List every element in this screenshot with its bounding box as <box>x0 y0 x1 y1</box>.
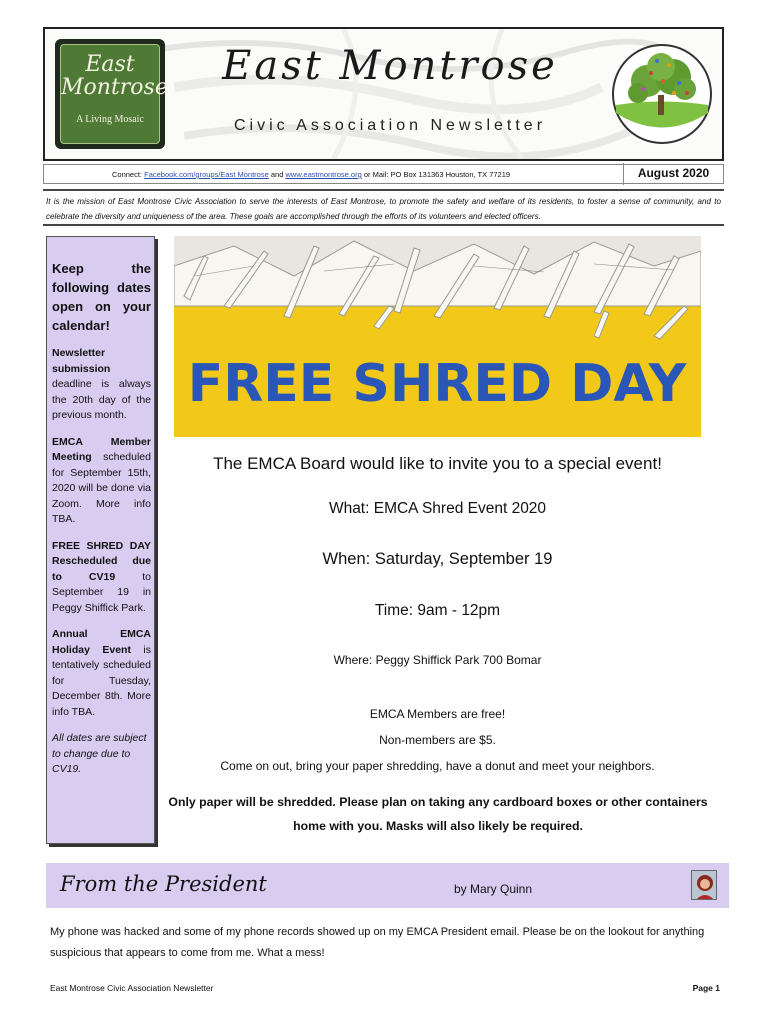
sidebar-item-title: Newsletter submission <box>52 347 111 375</box>
logo-text-east: East <box>85 52 135 77</box>
event-note: Only paper will be shredded. Please plan on taking any cardboard boxes or other containers home with you. Masks will also likely be required. <box>168 795 708 833</box>
sidebar-item-title: EMCA Member Meeting <box>52 435 151 463</box>
event-where: Where: Peggy Shiffick Park 700 Bomar <box>333 653 542 667</box>
masthead <box>43 27 724 161</box>
event-time: Time: 9am - 12pm <box>374 602 501 619</box>
event-nonmembers-price: Non-members are $5. <box>379 733 496 747</box>
sidebar-heading: Keep the following dates open on your calendar! <box>52 261 151 333</box>
mailing-address: or Mail: PO Box 131363 Houston, TX 77219 <box>363 170 511 179</box>
event-when: When: Saturday, September 19 <box>322 550 553 568</box>
sidebar-item-shred-day <box>52 539 151 617</box>
facebook-link[interactable]: Facebook.com/groups/East Montrose <box>144 170 269 179</box>
president-byline: by Mary Quinn <box>454 882 533 896</box>
logo-tagline: A Living Mosaic <box>76 114 144 125</box>
event-invite: The EMCA Board would like to invite you to a special event! <box>213 454 662 473</box>
tree-emblem-icon <box>611 43 713 145</box>
website-link[interactable]: www.eastmontrose.org <box>285 170 362 179</box>
mission-statement: It is the mission of East Montrose Civic Association to serve the interests of East Montrose, to promote the safety and welfare of its residents, to foster a sense of community, and to celebrate the diversity and uniqueness of the area. These goals are accomplished through the efforts of its volunteers and elected officers. <box>43 189 724 226</box>
logo-text-montrose: Montrose <box>61 75 168 100</box>
president-photo <box>691 870 717 900</box>
event-members-price: EMCA Members are free! <box>369 707 506 721</box>
connect-text <box>112 170 510 179</box>
event-what: What: EMCA Shred Event 2020 <box>328 500 547 517</box>
president-section-header <box>46 863 729 908</box>
sidebar-item-text: is tentatively scheduled for Tuesday, December 8th. More info TBA. <box>52 643 151 718</box>
sidebar-item-holiday-event <box>52 627 151 720</box>
sidebar-item-member-meeting <box>52 435 151 528</box>
calendar-sidebar <box>46 236 155 844</box>
sidebar-item-title: FREE SHRED DAY Rescheduled due to CV19 <box>52 539 151 583</box>
sidebar-item-text: to September 19 in Peggy Shiffick Park. <box>52 570 151 614</box>
footer-publication-name: East Montrose Civic Association Newsletter <box>50 983 214 993</box>
newsletter-title: East Montrose <box>222 43 558 89</box>
connect-and: and <box>270 170 284 179</box>
newsletter-subtitle: Civic Association Newsletter <box>233 117 547 134</box>
connect-bar <box>43 164 724 184</box>
president-message: My phone was hacked and some of my phone records showed up on my EMCA President email. Please be on the lookout for anything suspicious that appears to come from me. What a mess! <box>50 926 705 959</box>
banner-text: FREE SHRED DAY <box>187 354 687 414</box>
sidebar-disclaimer: All dates are subject to change due to CV19. <box>52 732 147 775</box>
issue-date: August 2020 <box>623 163 723 185</box>
connect-label: Connect: <box>112 170 143 179</box>
sidebar-item-newsletter-deadline <box>52 346 151 424</box>
sidebar-item-text: scheduled for September 15th, 2020 will be done via Zoom. More info TBA. <box>52 451 151 525</box>
president-section-title: From the President <box>60 872 267 896</box>
free-shred-day-banner <box>174 236 701 437</box>
event-invitation-text: Come on out, bring your paper shredding, have a donut and meet your neighbors. <box>220 759 655 773</box>
sidebar-item-title: Annual EMCA Holiday Event <box>52 628 151 656</box>
footer-page-number: Page 1 <box>692 983 720 993</box>
association-logo <box>55 39 168 149</box>
sidebar-item-text: deadline is always the 20th day of the previous month. <box>52 378 151 421</box>
